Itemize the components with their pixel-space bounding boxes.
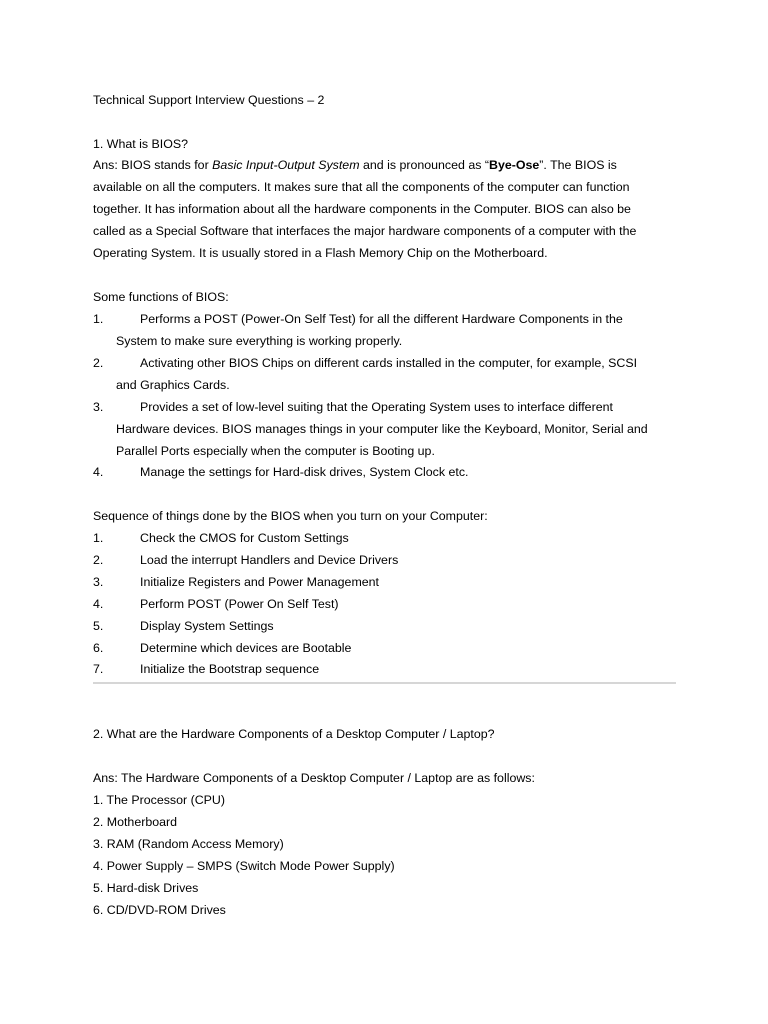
q1-answer-line-4: called as a Special Software that interfaces the major hardware components of a computer with the [93,224,637,238]
sequence-text: Perform POST (Power On Self Test) [140,597,339,611]
function-item-1-cont: System to make sure everything is working properly. [116,334,403,348]
component-item-4: 4. Power Supply – SMPS (Switch Mode Power Supply) [93,859,395,873]
sequence-item-3 [93,574,379,590]
q2-heading: 2. What are the Hardware Components of a Desktop Computer / Laptop? [93,727,495,741]
component-item-2: 2. Motherboard [93,815,178,829]
function-item-2-cont: and Graphics Cards. [116,378,230,392]
q1-answer-line-5: Operating System. It is usually stored in a Flash Memory Chip on the Motherboard. [93,246,548,260]
sequence-item-7 [93,661,319,677]
function-item-3 [93,399,613,415]
sequence-text: Check the CMOS for Custom Settings [140,531,349,545]
function-item-2 [93,355,637,371]
q1-ans-prefix: Ans: BIOS stands for [93,158,213,172]
function-text: Performs a POST (Power-On Self Test) for all the different Hardware Components in the [140,312,623,326]
function-item-3-cont-2: Parallel Ports especially when the computer is Booting up. [116,444,435,458]
component-item-1: 1. The Processor (CPU) [93,793,225,807]
sequence-number: 2. [93,553,104,567]
sequence-text: Initialize Registers and Power Management [140,575,379,589]
function-text: Activating other BIOS Chips on different cards installed in the computer, for example, SCSI [140,356,638,370]
function-item-3-cont-1: Hardware devices. BIOS manages things in your computer like the Keyboard, Monitor, Serial and [116,422,648,436]
q1-ans-italic: Basic Input-Output System [212,158,360,172]
sequence-text: Display System Settings [140,619,274,633]
function-text: Manage the settings for Hard-disk drives, System Clock etc. [140,465,469,479]
sequence-text: Load the interrupt Handlers and Device Drivers [140,553,399,567]
sequence-item-1 [93,530,349,546]
functions-heading: Some functions of BIOS: [93,290,229,304]
sequence-text: Initialize the Bootstrap sequence [140,662,320,676]
sequence-item-4 [93,596,339,612]
function-number: 1. [93,312,104,326]
q1-answer-line-2: available on all the computers. It makes sure that all the components of the computer can function [93,180,630,194]
sequence-number: 1. [93,531,104,545]
section-divider [93,682,676,684]
component-item-5: 5. Hard-disk Drives [93,881,199,895]
sequence-item-6 [93,640,351,656]
q1-ans-end: ”. The BIOS is [539,158,617,172]
q2-answer-intro: Ans: The Hardware Components of a Desktop Computer / Laptop are as follows: [93,771,535,785]
function-text: Provides a set of low-level suiting that the Operating System uses to interface different [140,400,613,414]
q1-answer-line-1 [93,157,617,173]
function-number: 3. [93,400,104,414]
component-item-3: 3. RAM (Random Access Memory) [93,837,284,851]
sequence-number: 6. [93,641,104,655]
q1-ans-bold: Bye-Ose [489,158,540,172]
sequence-number: 7. [93,662,104,676]
sequence-number: 5. [93,619,104,633]
function-item-1 [93,311,623,327]
sequence-number: 3. [93,575,104,589]
document-title: Technical Support Interview Questions – 2 [93,93,325,107]
sequence-item-2 [93,552,398,568]
q1-answer-line-3: together. It has information about all the hardware components in the Computer. BIOS can also be [93,202,631,216]
q1-heading: 1. What is BIOS? [93,137,189,151]
function-number: 4. [93,465,104,479]
function-item-4 [93,464,468,480]
component-item-6: 6. CD/DVD-ROM Drives [93,903,226,917]
sequence-heading: Sequence of things done by the BIOS when you turn on your Computer: [93,509,488,523]
sequence-number: 4. [93,597,104,611]
sequence-item-5 [93,618,274,634]
sequence-text: Determine which devices are Bootable [140,641,352,655]
function-number: 2. [93,356,104,370]
q1-ans-mid: and is pronounced as “ [359,158,490,172]
